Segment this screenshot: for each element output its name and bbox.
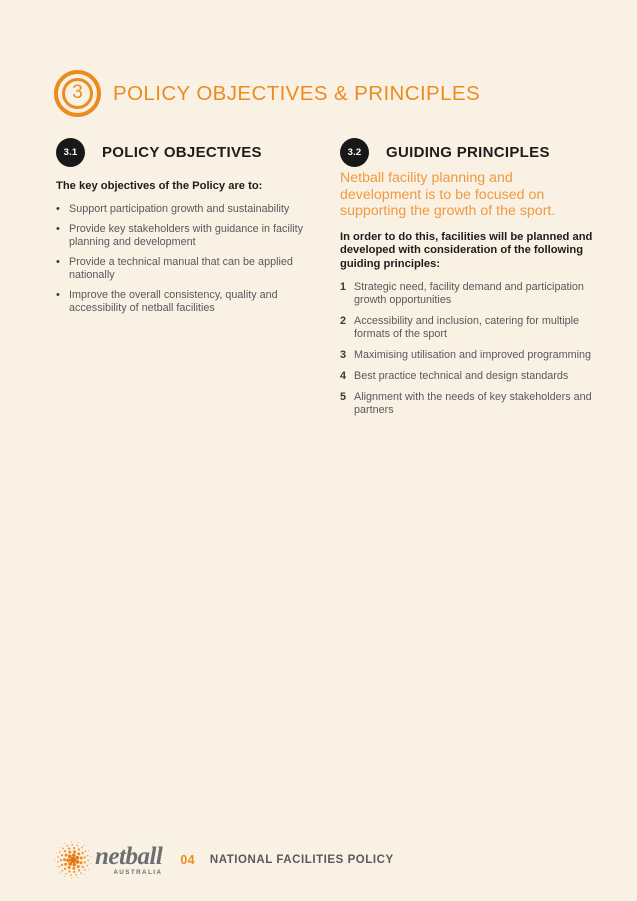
section-lead: The key objectives of the Policy are to:	[56, 180, 263, 192]
item-number: 1	[340, 281, 347, 293]
netball-australia-logo	[53, 840, 162, 880]
section-head-guiding-principles	[340, 138, 610, 167]
objectives-list	[56, 203, 318, 315]
list-item: • Improve the overall consistency, quality and accessibility of netball facilities	[56, 289, 308, 315]
item-number: 5	[340, 391, 347, 403]
section-number-badge: 3.1	[56, 138, 85, 167]
principles-list	[340, 281, 610, 417]
list-item	[340, 349, 610, 362]
item-text: Alignment with the needs of key stakeholders and partners	[354, 391, 592, 416]
list-item	[340, 391, 610, 417]
section-policy-objectives	[56, 138, 318, 322]
item-number: 2	[340, 315, 347, 327]
section-lead: In order to do this, facilities will be planned and developed with consideration of the following guiding principles:	[340, 230, 593, 270]
document-title: NATIONAL FACILITIES POLICY	[209, 854, 394, 866]
section-heading: POLICY OBJECTIVES	[102, 144, 262, 161]
chapter-number-inner-ring	[62, 78, 93, 109]
section-number-badge: 3.2	[340, 138, 369, 167]
item-text: Maximising utilisation and improved programming	[354, 349, 592, 361]
list-item	[340, 370, 610, 383]
chapter-title: POLICY OBJECTIVES & PRINCIPLES	[113, 81, 481, 105]
page-footer	[53, 838, 394, 882]
item-text: Best practice technical and design standards	[354, 370, 569, 382]
item-number: 4	[340, 370, 347, 382]
logo-text: netball	[95, 842, 163, 870]
list-item: • Support participation growth and sustainability	[56, 203, 308, 216]
chapter-header	[54, 70, 480, 117]
section-head-policy-objectives	[56, 138, 318, 167]
list-item: • Provide a technical manual that can be applied nationally	[56, 256, 308, 282]
list-item	[340, 281, 610, 307]
item-text: Strategic need, facility demand and participation growth opportunities	[354, 281, 584, 306]
chapter-number-icon	[54, 70, 101, 117]
list-item	[340, 315, 610, 341]
section-heading: GUIDING PRINCIPLES	[386, 144, 550, 161]
item-text: Accessibility and inclusion, catering for multiple formats of the sport	[354, 315, 580, 340]
orange-intro-text: Netball facility planning and development is to be focused on supporting the growth of the sport.	[340, 170, 556, 219]
item-number: 3	[340, 349, 347, 361]
page-number: 04	[180, 853, 195, 867]
sunburst-icon	[53, 840, 93, 880]
section-guiding-principles	[340, 138, 610, 425]
logo-subtext: AUSTRALIA	[113, 868, 163, 876]
logo-wordmark	[95, 842, 163, 876]
list-item: • Provide key stakeholders with guidance in facility planning and development	[56, 223, 308, 249]
chapter-number: 3	[72, 82, 83, 103]
